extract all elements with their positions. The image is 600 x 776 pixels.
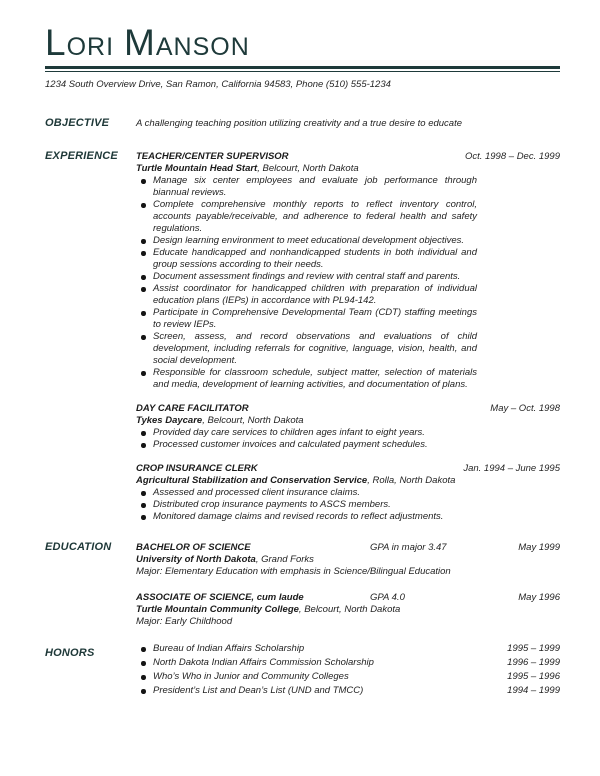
bullet-item [136,175,560,199]
header-rule-thin [45,71,560,72]
company-name: Agricultural Stabilization and Conservation Service [136,475,368,486]
header-rule-thick [45,66,560,69]
degree-date: May 1996 [518,592,560,603]
degree-entry [136,542,560,578]
degree-header [136,542,560,554]
job-organization [136,475,560,487]
honor-item [136,642,560,656]
job-title: CROP INSURANCE CLERK [136,463,258,474]
name-first-rest: ORI [66,33,115,61]
name-first-initial: L [45,22,67,63]
degree-title: ASSOCIATE OF SCIENCE, cum laude [136,592,304,603]
honor-dates: 1995 – 1999 [507,643,560,654]
section-heading-objective: OBJECTIVE [45,117,110,129]
honor-item [136,670,560,684]
bullet-item [136,427,560,439]
bullet-text: Monitored damage claims and revised records to reflect adjustments. [153,511,444,522]
honor-text: North Dakota Indian Affairs Commission Scholarship [153,657,374,668]
job-dates: Jan. 1994 – June 1995 [463,463,560,474]
bullet-text: Document assessment findings and review with central staff and parents. [153,271,461,282]
bullet-icon [136,331,153,367]
bullet-item [136,439,560,451]
bullet-icon [136,247,153,271]
person-name [45,22,560,63]
bullet-icon [136,427,153,439]
bullet-item [136,331,560,367]
section-experience [45,150,560,523]
bullet-item [136,199,560,235]
bullet-icon [136,175,153,199]
school-location: , Belcourt, North Dakota [298,604,401,615]
bullet-text: Provided day care services to children ages infant to eight years. [153,427,425,438]
objective-text: A challenging teaching position utilizing creativity and a true desire to educate [136,118,463,129]
job-header [136,151,560,163]
bullet-icon [136,307,153,331]
address-line: 1234 South Overview Drive, San Ramon, California 94583, Phone (510) 555-1234 [45,79,391,90]
section-education [45,541,560,628]
section-heading-honors: HONORS [45,647,95,659]
bullet-item [136,511,560,523]
header-rule [45,66,560,72]
bullet-icon [136,199,153,235]
bullet-text: Design learning environment to meet educational development objectives. [153,235,465,246]
name-last-rest: ANSON [155,33,250,61]
bullet-text: Manage six center employees and evaluate job performance through biannual reviews. [153,175,477,198]
section-objective [45,117,560,130]
bullet-item [136,283,560,307]
bullet-text: Complete comprehensive monthly reports to reflect inventory control, accounts payable/receivable, and adherence to federal health and safety regulations. [153,199,477,234]
honor-text: Bureau of Indian Affairs Scholarship [153,643,305,654]
section-honors [45,642,560,698]
job-entry [136,463,560,523]
honor-list [136,642,560,698]
bullet-text: Assessed and processed client insurance claims. [153,487,360,498]
company-location: , Rolla, North Dakota [367,475,456,486]
degree-major: Major: Early Childhood [136,616,233,627]
school-location: , Grand Forks [255,554,314,565]
bullet-icon [136,656,153,670]
job-entry [136,403,560,451]
bullet-icon [136,283,153,307]
name-last-initial: M [124,22,156,63]
degree-gpa: GPA in major 3.47 [370,542,447,553]
bullet-icon [136,487,153,499]
job-bullet-list [136,487,560,523]
honor-dates: 1994 – 1999 [507,685,560,696]
degree-header [136,592,560,604]
degree-date: May 1999 [518,542,560,553]
bullet-text: Educate handicapped and nonhandicapped students in both individual and group sessions according to their needs. [153,247,477,270]
degree-school-line [136,604,560,616]
company-location: , Belcourt, North Dakota [202,415,304,426]
bullet-text: Assist coordinator for handicapped children with preparation of individual education plans (IEPs) in accordance with PL94-142. [153,283,477,306]
bullet-text: Screen, assess, and record observations and evaluations of child development, including referrals for cognitive, language, vision, health, and social development. [153,331,477,366]
company-location: , Belcourt, North Dakota [257,163,359,174]
degree-entry [136,592,560,628]
school-name: University of North Dakota [136,554,256,565]
job-header [136,463,560,475]
bullet-item [136,487,560,499]
bullet-item [136,499,560,511]
bullet-icon [136,511,153,523]
job-bullet-list [136,427,560,451]
job-dates: May – Oct. 1998 [490,403,560,414]
job-entry [136,151,560,391]
bullet-icon [136,642,153,656]
bullet-icon [136,499,153,511]
bullet-icon [136,271,153,283]
job-organization [136,163,560,175]
bullet-item [136,235,560,247]
job-organization [136,415,560,427]
bullet-item [136,271,560,283]
school-name: Turtle Mountain Community College [136,604,299,615]
bullet-text: Responsible for classroom schedule, subject matter, selection of materials and media, development of learning activities, and documentation of plans. [153,367,477,390]
bullet-item [136,367,560,391]
job-header [136,403,560,415]
company-name: Tykes Daycare [136,415,203,426]
job-title: TEACHER/CENTER SUPERVISOR [136,151,289,162]
degree-major: Major: Elementary Education with emphasis in Science/Bilingual Education [136,566,451,577]
bullet-item [136,247,560,271]
degree-school-line [136,554,560,566]
bullet-text: Processed customer invoices and calculated payment schedules. [153,439,428,450]
honor-item [136,656,560,670]
bullet-icon [136,684,153,698]
bullet-text: Participate in Comprehensive Developmental Team (CDT) staffing meetings to review IEPs. [153,307,477,330]
honor-text: Who’s Who in Junior and Community Colleges [153,671,349,682]
job-bullet-list [136,175,560,391]
job-title: DAY CARE FACILITATOR [136,403,249,414]
bullet-icon [136,235,153,247]
bullet-item [136,307,560,331]
honor-text: President’s List and Dean’s List (UND and TMCC) [153,685,364,696]
bullet-icon [136,670,153,684]
section-heading-education: EDUCATION [45,541,112,553]
honor-dates: 1995 – 1996 [507,671,560,682]
job-dates: Oct. 1998 – Dec. 1999 [464,151,560,162]
honor-dates: 1996 – 1999 [507,657,560,668]
company-name: Turtle Mountain Head Start [136,163,258,174]
degree-title: BACHELOR OF SCIENCE [136,542,251,553]
resume-header [45,22,560,91]
bullet-icon [136,439,153,451]
bullet-icon [136,367,153,391]
honor-item [136,684,560,698]
degree-gpa: GPA 4.0 [370,592,405,603]
bullet-text: Distributed crop insurance payments to ASCS members. [153,499,391,510]
section-heading-experience: EXPERIENCE [45,150,118,162]
